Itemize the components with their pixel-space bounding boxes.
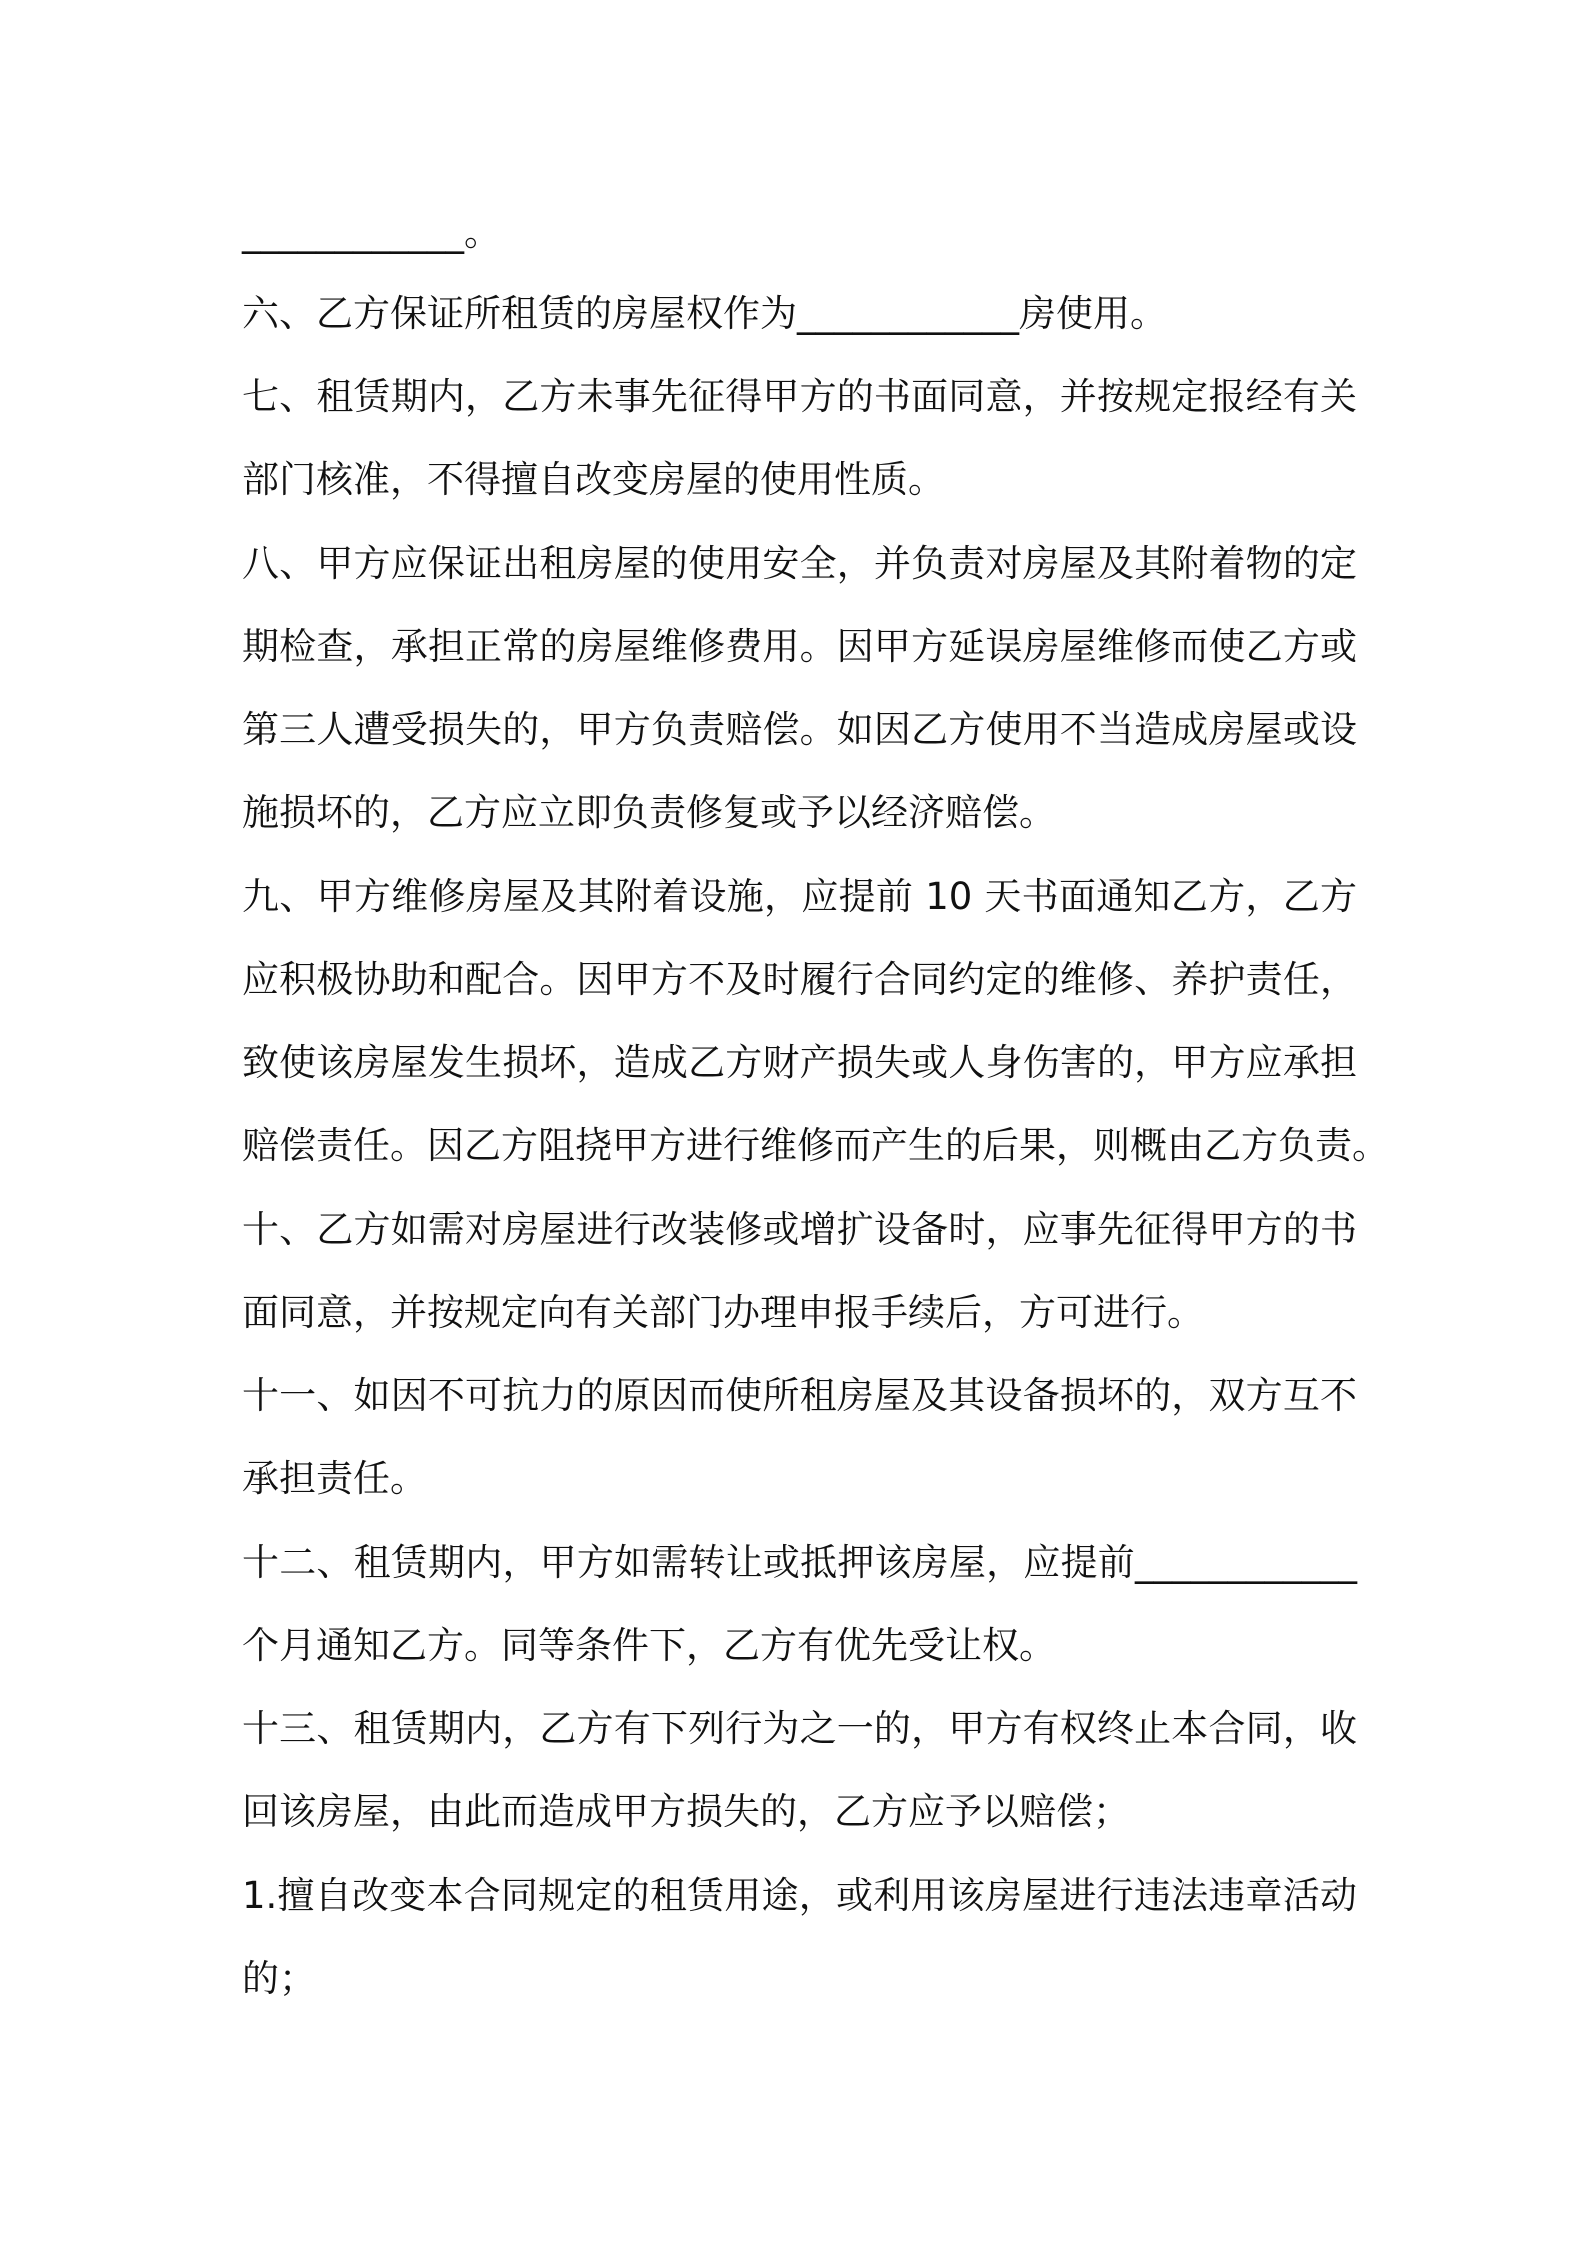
clause-7-line-1: 七、租赁期内，乙方未事先征得甲方的书面同意，并按规定报经有关 bbox=[242, 375, 1357, 418]
clause-6-line: 六、乙方保证所租赁的房屋权作为____________房使用。 bbox=[242, 292, 1167, 335]
clause-8-line-4: 施损坏的，乙方应立即负责修复或予以经济赔偿。 bbox=[242, 791, 1056, 834]
clause-8-line-2: 期检查，承担正常的房屋维修费用。因甲方延误房屋维修而使乙方或 bbox=[242, 625, 1357, 668]
clause-9-line-1: 九、甲方维修房屋及其附着设施，应提前 10 天书面通知乙方，乙方 bbox=[242, 875, 1357, 918]
clause-11-line-2: 承担责任。 bbox=[242, 1457, 427, 1500]
clause-10-line-1: 十、乙方如需对房屋进行改装修或增扩设备时，应事先征得甲方的书 bbox=[242, 1208, 1357, 1251]
clause-11-line-1: 十一、如因不可抗力的原因而使所租房屋及其设备损坏的，双方互不 bbox=[242, 1374, 1357, 1417]
clause-7-line-2: 部门核准，不得擅自改变房屋的使用性质。 bbox=[242, 458, 945, 501]
clause-9-line-3: 致使该房屋发生损坏，造成乙方财产损失或人身伤害的，甲方应承担 bbox=[242, 1041, 1357, 1084]
clause-13-item-1-line-1: 1.擅自改变本合同规定的租赁用途，或利用该房屋进行违法违章活动 bbox=[242, 1874, 1357, 1917]
clause-9-line-4: 赔偿责任。因乙方阻挠甲方进行维修而产生的后果，则概由乙方负责。 bbox=[242, 1124, 1389, 1167]
clause-10-line-2: 面同意，并按规定向有关部门办理申报手续后，方可进行。 bbox=[242, 1291, 1204, 1334]
clause-13-line-2: 回该房屋，由此而造成甲方损失的，乙方应予以赔偿； bbox=[242, 1790, 1130, 1833]
clause-8-line-3: 第三人遭受损失的，甲方负责赔偿。如因乙方使用不当造成房屋或设 bbox=[242, 708, 1357, 751]
clause-8-line-1: 八、甲方应保证出租房屋的使用安全，并负责对房屋及其附着物的定 bbox=[242, 542, 1357, 585]
clause-12-line-1: 十二、租赁期内，甲方如需转让或抵押该房屋，应提前____________ bbox=[242, 1541, 1357, 1584]
clause-13-line-1: 十三、租赁期内，乙方有下列行为之一的，甲方有权终止本合同，收 bbox=[242, 1707, 1357, 1750]
clause-13-item-1-line-2: 的； bbox=[242, 1957, 316, 2000]
text-line-blank-end: ____________。 bbox=[242, 211, 501, 254]
clause-9-line-2: 应积极协助和配合。因甲方不及时履行合同约定的维修、养护责任， bbox=[242, 958, 1357, 1001]
clause-12-line-2: 个月通知乙方。同等条件下，乙方有优先受让权。 bbox=[242, 1624, 1056, 1667]
